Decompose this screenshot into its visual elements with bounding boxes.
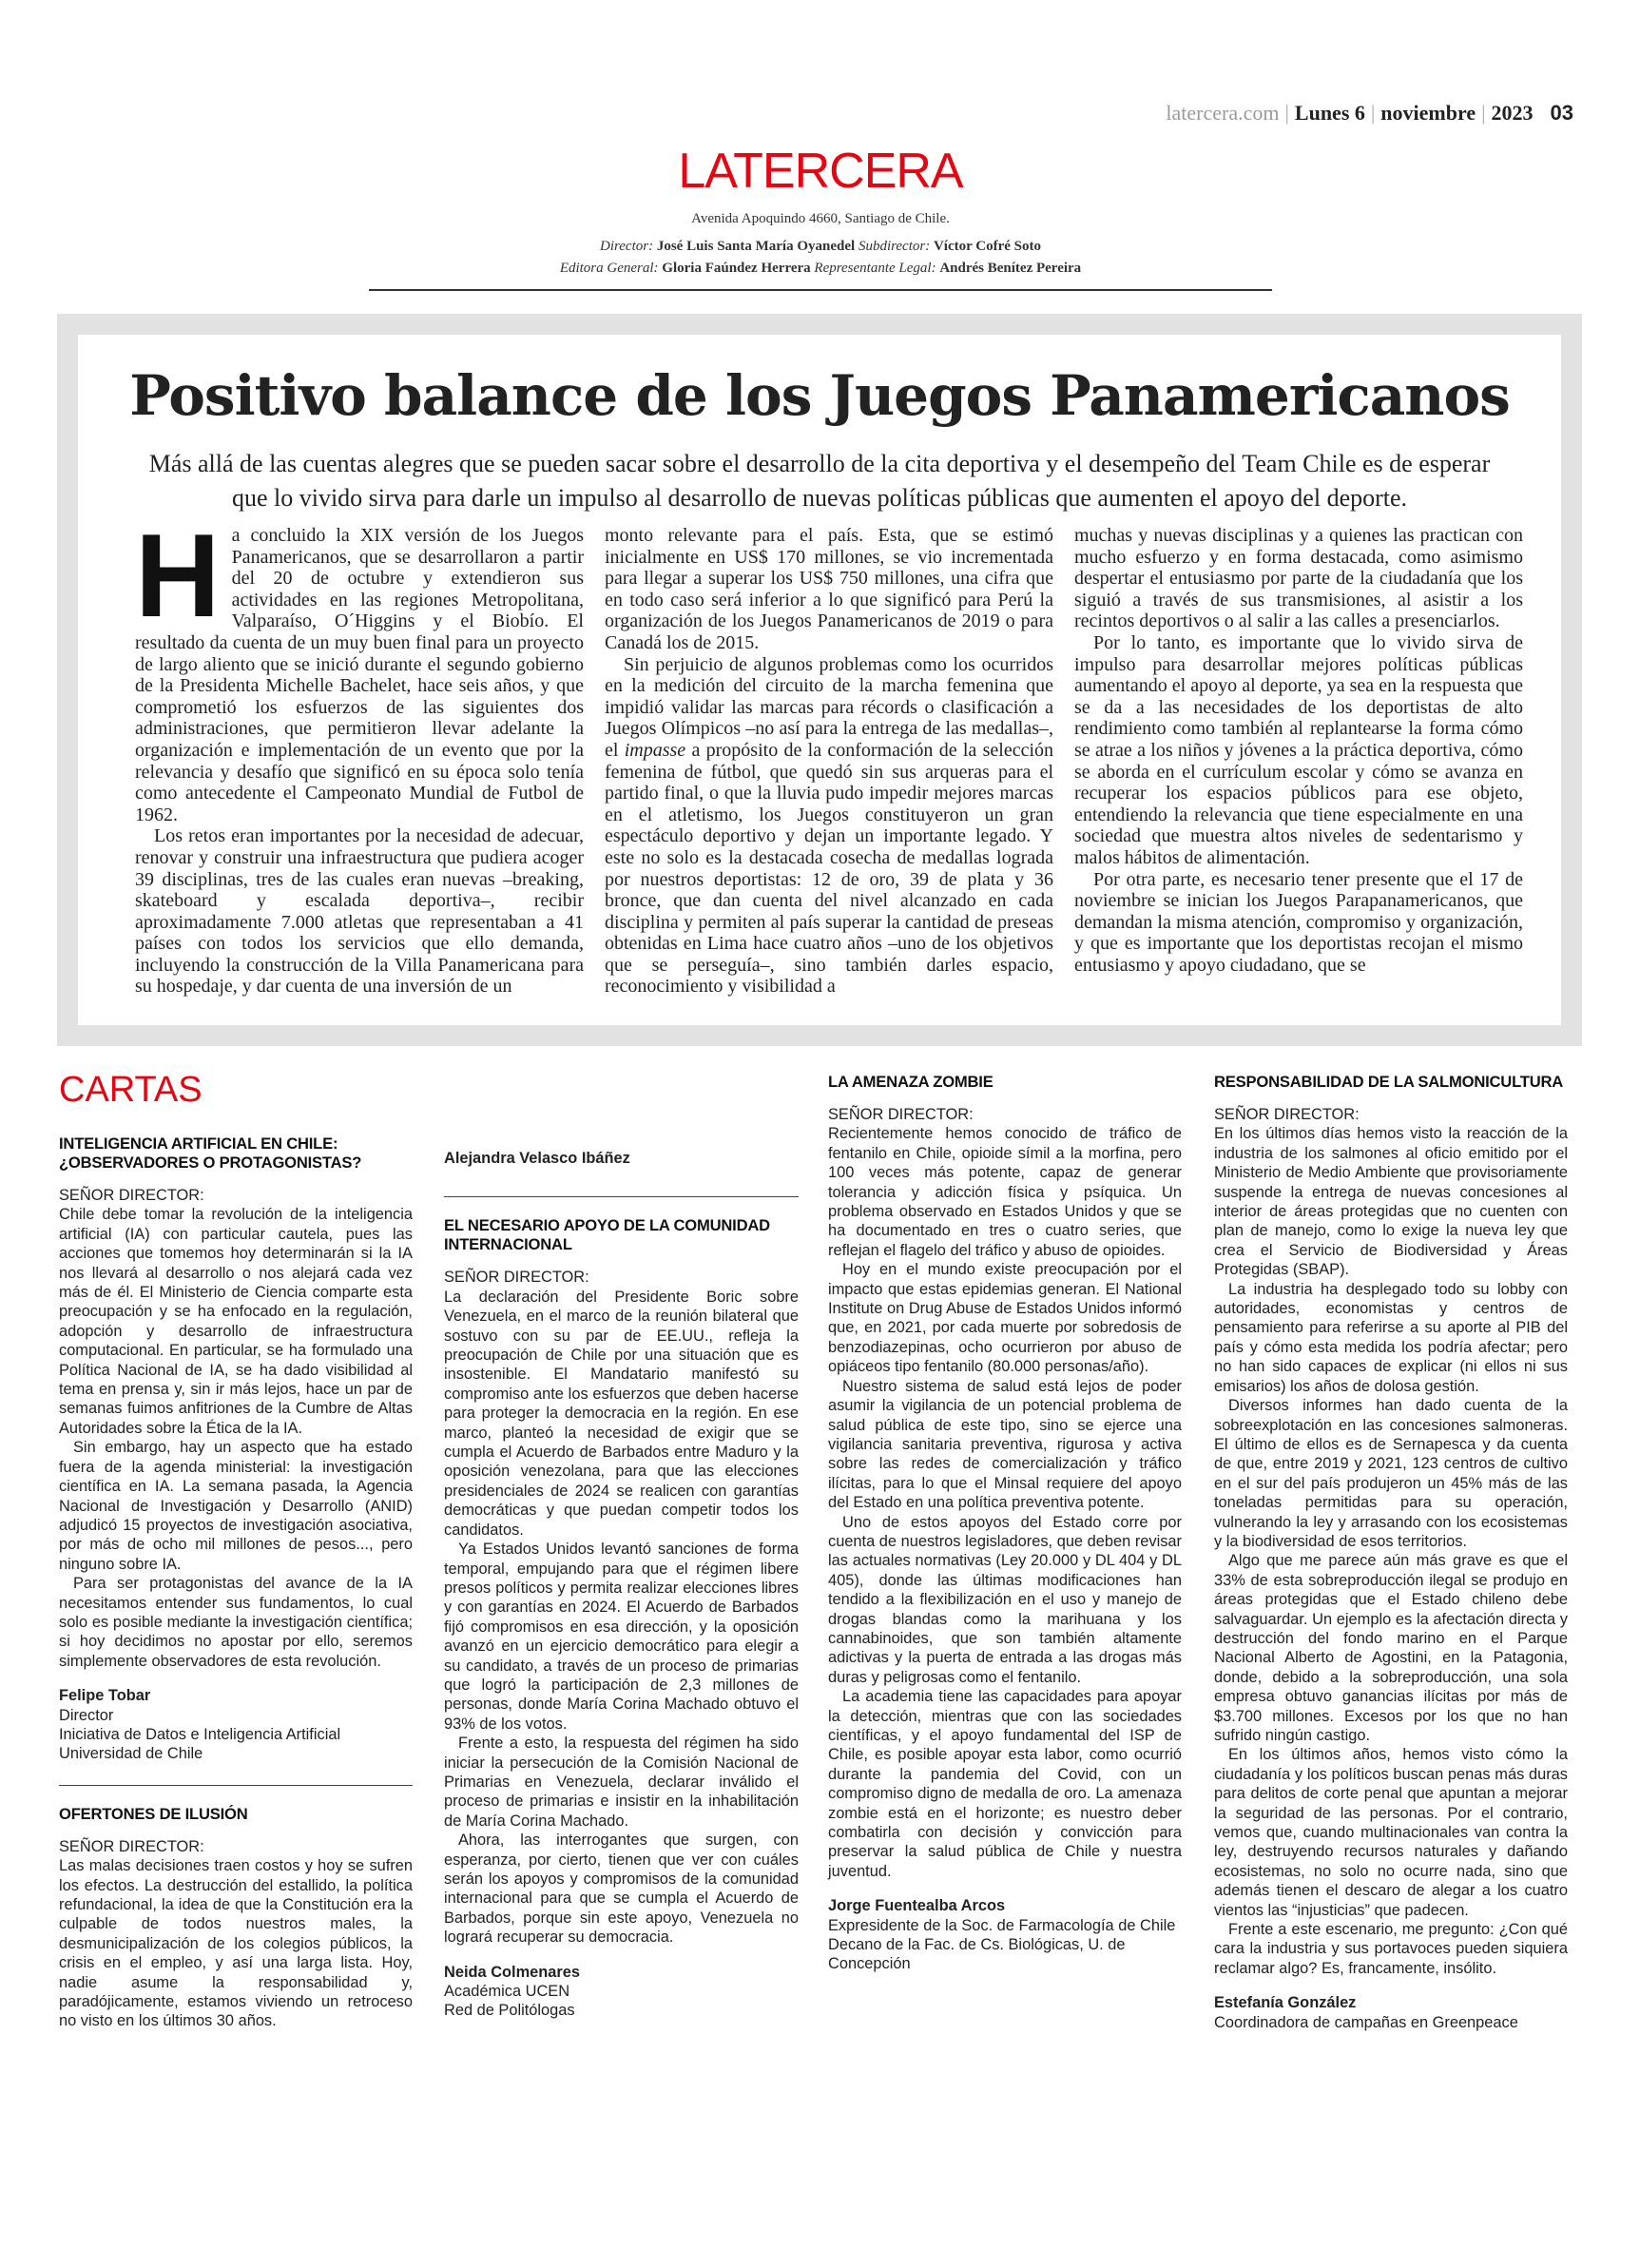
page-folio: latercera.com | Lunes 6 | noviembre | 2023 03 xyxy=(1166,101,1573,125)
editorial-paragraph: Sin perjuicio de algunos problemas como los ocurridos en la medición del circuito de la marcha femenina que impidió validar las marcas para récords o clasificación a Juegos Olímpicos –no así para la entrega de las medallas–, el impasse a propósito de la conformación de la selección femenina de fútbol, que quedó sin sus arqueras para el partido final, o que la lluvia pudo impedir mejores marcas en el atletismo, los Juegos constituyeron un gran espectáculo deportivo y dejan un importante legado. Y este no solo es la destacada cosecha de medallas lograda por nuestros deportistas: 12 de oro, 39 de plata y 36 bronce, que dan cuenta del nivel alcanzado en cada disciplina y permiten al país superar la cantidad de preseas obtenidas en Lima hace cuatro años –uno de los objetivos que se perseguía–, sino también darles espacio, reconocimiento y visibilidad a xyxy=(605,653,1054,998)
letter-paragraph: Algo que me parece aún más grave es que el 33% de esta sobreproducción ilegal se produjo en áreas protegidas que el Estado chileno debe salvaguardar. Un ejemplo es la afectación directa y destrucción del fondo marino en el Parque Nacional Alberto de Agostini, en la Patagonia, donde, debido a la sobreproducción, una sola empresa obtuvo ganancias ilícitas por más de $3.700 millones. Excesos por los que no han sufrido ningún castigo. xyxy=(1214,1552,1568,1744)
letter-salutation: SEÑOR DIRECTOR: xyxy=(1214,1106,1360,1123)
editorial-paragraph: muchas y nuevas disciplinas y a quienes las practican con mucho esfuerzo y en forma destacada, como asimismo despertar el entusiasmo por parte de la ciudadanía que los siguió a través de sus transmisiones, al asistir a los recintos deportivos o al salir a las calles a presenciarlos. xyxy=(1074,525,1523,632)
letter-paragraph: Frente a esto, la respuesta del régimen ha sido iniciar la persecución de la Comisión Nacional de Primarias en Venezuela, declarar inválido el proceso de primarias e insistir en la inhabilitación de María Corina Machado. xyxy=(444,1735,799,1830)
cartas-column-4 xyxy=(1214,1073,1568,2032)
staff-line-directors xyxy=(369,239,1272,255)
letter-paragraph: La industria ha desplegado todo su lobby con autoridades, economistas y centros de pensamiento para referirse a su aporte al PIB del país y cómo esta medida los podría afectar; pero no han sido capaces de explicar (ni ellos ni sus emisarios) los años de dolosa gestión. xyxy=(1214,1280,1568,1395)
letter-signer-role: Universidad de Chile xyxy=(59,1745,203,1763)
page-number: 03 xyxy=(1550,101,1573,125)
letter-paragraph: Para ser protagonistas del avance de la IA necesitamos entender sus fundamentos, lo cual solo es posible mediante la investigación científica; si hoy decidimos no apostar por ello, seremos simplemente observadores de esta revolución. xyxy=(59,1575,413,1670)
cartas-section-title: CARTAS xyxy=(59,1070,203,1110)
legal-label: Representante Legal: xyxy=(814,261,936,276)
letter-signer-role: Coordinadora de campañas en Greenpeace xyxy=(1214,2013,1518,2031)
editorial-paragraph: monto relevante para el país. Esta, que se estimó inicialmente en US$ 170 millones, se vio incrementada para llegar a superar los US$ 750 millones, una cifra que en todo caso será inferior a lo que significó para Perú la organización de los Juegos Panamericanos de 2019 o para Canadá los de 2015. xyxy=(605,525,1053,653)
director-name: José Luis Santa María Oyanedel xyxy=(656,239,856,254)
letter-signature: Neida Colmenares xyxy=(444,1963,581,1981)
letter-signer-role: Red de Politólogas xyxy=(444,2002,575,2020)
drop-cap: H xyxy=(135,511,221,642)
letter-paragraph: Ya Estados Unidos levantó sanciones de forma temporal, empujando para que el régimen libere presos políticos y permita realizar elecciones libres y con garantías en 2024. El Acuerdo de Barbados fijó compromisos en esa dirección, y la oposición avanzó en un ejercicio democrático para elegir a su candidato, a través de un proceso de primarias que logró la participación de 2,3 millones de personas, donde María Corina Machado obtuvo el 93% de los votos. xyxy=(444,1541,799,1733)
letter-headline: EL NECESARIO APOYO DE LA COMUNIDAD INTERNACIONAL xyxy=(444,1216,770,1254)
editorial-title: Positivo balance de los Juegos Panamericanos xyxy=(129,363,1510,428)
folio-month: noviembre xyxy=(1380,101,1476,125)
letter-divider xyxy=(59,1785,413,1786)
letter-paragraph: Frente a este escenario, me pregunto: ¿Con qué cara la industria y sus portavoces pueden siquiera reclamar algo? Es, francamente, insólito. xyxy=(1214,1921,1568,1977)
letter-salutation: SEÑOR DIRECTOR: xyxy=(828,1106,974,1123)
letter-paragraph: Chile debe tomar la revolución de la inteligencia artificial (IA) con particular cautela, pues las acciones que tomemos hoy determinarán si la IA nos llevará al desarrollo o nos alejará cada vez más de él. El Ministerio de Ciencia comparte esta preocupación y se ha enfocado en la regulación, adopción y desarrollo de infraestructura computacional. En particular, se ha formulado una Política Nacional de IA, se ha dado visibilidad al tema en prensa y, sin ir más lejos, hace un par de semanas fuimos anfitriones de la Cumbre de Altas Autoridades sobre la Ética de la IA. xyxy=(59,1206,413,1437)
subdirector-name: Víctor Cofré Soto xyxy=(933,239,1041,254)
letter-paragraph: Las malas decisiones traen costos y hoy se sufren los efectos. La destrucción del estallido, la política refundacional, la idea de que la Constitución era la culpable de todos nuestros males, la desmunicipalización de los colegios públicos, la crisis en el empleo, y así una larga lista. Hoy, nadie asume la responsabilidad y, paradójicamente, estamos viviendo un retroceso no visto en los últimos 30 años. xyxy=(59,1857,413,2030)
editorial-paragraph: Los retos eran importantes por la necesidad de adecuar, renovar y construir una infraestructura que pudiera acoger 39 disciplinas, tres de las cuales eran nuevas –breaking, skateboard y escalada deportiva–, recibir aproximadamente 7.000 atletas que representaban a 41 países con todos los servicios que ello demanda, incluyendo la construcción de la Villa Panamericana para su hospedaje, y dar cuenta de una inversión de un xyxy=(135,825,584,998)
folio-site: latercera.com xyxy=(1166,101,1280,125)
letter-headline: INTELIGENCIA ARTIFICIAL EN CHILE: ¿OBSERVADORES O PROTAGONISTAS? xyxy=(59,1134,362,1172)
letter-signer-role: Expresidente de la Soc. de Farmacología de Chile Decano de la Fac. de Cs. Biológicas, U. de Concepción xyxy=(828,1916,1176,1973)
letter-salutation: SEÑOR DIRECTOR: xyxy=(444,1269,589,1287)
cartas-column-2 xyxy=(444,1073,799,2021)
masthead xyxy=(369,143,1272,277)
folio-day: Lunes 6 xyxy=(1294,101,1365,125)
letter-signature: Estefanía González xyxy=(1214,1994,1357,2012)
letter-paragraph: En los últimos días hemos visto la reacción de la industria de los salmones al oficio emitido por el Ministerio de Medio Ambiente que provisoriamente suspende la entrega de nuevas concesiones al interior de áreas protegidas que no cuenten con plan de manejo, como lo exige la nueva ley que crea el Servicio de Biodiversidad y Áreas Protegidas (SBAP). xyxy=(1214,1125,1568,1279)
editorial-box xyxy=(57,314,1582,1046)
letter-signer-role: Académica UCEN xyxy=(444,1983,570,2001)
folio-year: 2023 xyxy=(1491,101,1534,125)
letter-headline: RESPONSABILIDAD DE LA SALMONICULTURA xyxy=(1214,1073,1564,1091)
subdirector-label: Subdirector: xyxy=(858,239,931,254)
letter-paragraph: Diversos informes han dado cuenta de la sobreexplotación en las concesiones salmoneras. El último de ellos es de Sernapesca y da cuenta de que, entre 2019 y 2021, 123 centros de cultivo en el sur del país produjeron un 45% más de las toneladas permitidas para su operación, vulnerando la ley y arrasando con los ecosistemas y la biodiversidad de esos territorios. xyxy=(1214,1397,1568,1550)
letter-signature: Jorge Fuentealba Arcos xyxy=(828,1897,1006,1915)
letter-signer-role: Director xyxy=(59,1706,114,1724)
letter-paragraph: Uno de estos apoyos del Estado corre por cuenta de nuestros legisladores, que deben revisar las actuales normativas (Ley 20.000 y DL 404 y DL 405), donde las últimas modificaciones han tendido a la flexibilización en el uso y manejo de drogas blandas como la marihuana y los cannabinoides, que son también altamente adictivas y la puerta de entrada a las drogas más duras y peligrosas como el fentanilo. xyxy=(828,1513,1182,1686)
letter-signature: Felipe Tobar xyxy=(59,1687,151,1705)
letter-paragraph: Nuestro sistema de salud está lejos de poder asumir la vigilancia de un potencial problema de salud pública de este tipo, sino se ejerce una vigilancia sanitaria preventiva, rigurosa y activa sobre las redes de comercialización y tráfico ilícitas, para lo que el Minsal requiere del apoyo del Estado en una política preventiva potente. xyxy=(828,1377,1182,1512)
letter-paragraph: Ahora, las interrogantes que surgen, con esperanza, por cierto, tienen que ver con cuáles serán los apoyos y compromisos de la comunidad internacional para que se cumpla el Acuerdo de Barbados, porque sin este apoyo, Venezuela no logrará recuperar su democracia. xyxy=(444,1832,799,1947)
masthead-divider xyxy=(369,289,1272,291)
editor-name: Gloria Faúndez Herrera xyxy=(662,261,811,276)
editorial-paragraph: Ha concluido la XIX versión de los Juegos Panamericanos, que se desarrollaron a partir del 20 de octubre y extendieron sus actividades en las regiones Metropolitana, Valparaíso, O´Higgins y el Biobío. El resultado da cuenta de un muy buen final para un proyecto de largo aliento que se inició durante el segundo gobierno de la Presidenta Michelle Bachelet, hace seis años, y que comprometió los esfuerzos de las siguientes dos administraciones, que permitieron llevar adelante la organización e implementación de un evento que por la relevancia y desafío que significó en su época solo tenía como antecedente el Campeonato Mundial de Futbol de 1962. xyxy=(135,511,584,825)
editorial-column-1 xyxy=(135,511,584,998)
letter-divider xyxy=(444,1196,799,1197)
letter-paragraph: Hoy en el mundo existe preocupación por el impacto que estas epidemias generan. El National Institute on Drug Abuse de Estados Unidos informó que, en 2021, por cada muerte por sobredosis de benzodiazepinas, ocho ocurrieron por abuso de opiáceos tipo fentanilo (80.000 personas/año). xyxy=(828,1261,1182,1376)
newspaper-address: Avenida Apoquindo 4660, Santiago de Chile. xyxy=(691,211,950,226)
letter-headline: LA AMENAZA ZOMBIE xyxy=(828,1073,994,1091)
legal-name: Andrés Benítez Pereira xyxy=(939,261,1082,276)
cartas-column-1 xyxy=(59,1134,413,2031)
letter-paragraph: Sin embargo, hay un aspecto que ha estado fuera de la agenda ministerial: la investigación científica en IA. La semana pasada, la Agencia Nacional de Investigación y Desarrollo (ANID) adjudicó 15 proyectos de investigación asociativa, por más de ocho mil millones de pesos..., pero ninguno sobre IA. xyxy=(59,1439,413,1573)
editorial-column-2 xyxy=(605,525,1053,998)
letter-paragraph: La declaración del Presidente Boric sobre Venezuela, en el marco de la reunión bilateral que sostuvo con su par de EE.UU., refleja la preocupación de Chile por una situación que es insostenible. El Mandatario manifestó su compromiso ante los esfuerzos que deben hacerse para proteger la democracia en la región. En ese marco, planteó la necesidad de exigir que se cumpla el Acuerdo de Barbados entre Maduro y la oposición venezolana, para que las elecciones presidenciales de 2024 se realicen con garantías democráticas y que puedan competir todos los candidatos. xyxy=(444,1288,799,1539)
letter-salutation: SEÑOR DIRECTOR: xyxy=(59,1187,204,1204)
letter-paragraph: En los últimos años, hemos visto cómo la ciudadanía y los políticos buscan penas más duras para delitos de corte penal que apuntan a mejorar la seguridad de las personas. Por el contrario, vemos que, cuando multinacionales van contra la ley, destruyendo recursos naturales y dañando ecosistemas, no solo no ocurre nada, sino que además tienen el descaro de alegar a los cuatro vientos las “injusticias” que padecen. xyxy=(1214,1746,1568,1919)
cartas-column-3 xyxy=(828,1073,1182,1974)
editorial-inner xyxy=(78,335,1561,1025)
letter-signer-role: Iniciativa de Datos e Inteligencia Artificial xyxy=(59,1725,341,1743)
letter-signature: Alejandra Velasco Ibáñez xyxy=(444,1150,630,1167)
editorial-paragraph: Por otra parte, es necesario tener presente que el 17 de noviembre se inician los Juegos Parapanamericanos, que demandan la misma atención, compromiso y organización, y que es importante que los deportistas recojan el mismo entusiasmo y apoyo ciudadano, que se xyxy=(1074,868,1523,976)
letter-salutation: SEÑOR DIRECTOR: xyxy=(59,1837,204,1855)
letter-paragraph: Recientemente hemos conocido de tráfico de fentanilo en Chile, opioide símil a la morfina, pero 100 veces más potente, capaz de generar tolerancia y adicción física y psíquica. Un problema observado en Estados Unidos y que se ha documentado en tres o cuatro series, que reflejan el flagelo del tráfico y abuso de opioides. xyxy=(828,1125,1182,1259)
letter-paragraph: La academia tiene las capacidades para apoyar la detección, mientras que con las sociedades científicas, y el apoyo fundamental del ISP de Chile, es posible apoyar esta labor, como ocurrió durante la pandemia del Covid, con un compromiso digno de medalla de oro. La amenaza zombie está en el horizonte; es nuestro deber combatirla con decisión y convicción para preservar la salud pública de Chile y nuestra juventud. xyxy=(828,1688,1182,1880)
director-label: Director: xyxy=(599,239,654,254)
editorial-deck: Más allá de las cuentas alegres que se pueden sacar sobre el desarrollo de la cita deportiva y el desempeño del Team Chile es de esperar que lo vivido sirva para darle un impulso al desarrollo de nuevas políticas públicas que aumenten el apoyo del deporte. xyxy=(148,450,1491,512)
editorial-paragraph: Por lo tanto, es importante que lo vivido sirva de impulso para desarrollar mejores políticas públicas aumentando el apoyo al deporte, ya sea en la respuesta que se da a las necesidades de los deportistas de alto rendimiento como también al replantearse la forma cómo se atrae a los niños y jóvenes a la práctica deportiva, cómo se aborda en el currículum escolar y cómo se avanza en recuperar los espacios públicos para ese objeto, entendiendo la relevancia que tiene especialmente en una sociedad que muestra altos niveles de sedentarismo y malos hábitos de alimentación. xyxy=(1074,631,1523,868)
staff-line-editors xyxy=(369,261,1272,277)
editor-label: Editora General: xyxy=(559,261,659,276)
letter-headline: OFERTONES DE ILUSIÓN xyxy=(59,1804,248,1823)
editorial-column-3 xyxy=(1074,525,1523,976)
newspaper-logo: LATERCERA xyxy=(678,144,963,199)
